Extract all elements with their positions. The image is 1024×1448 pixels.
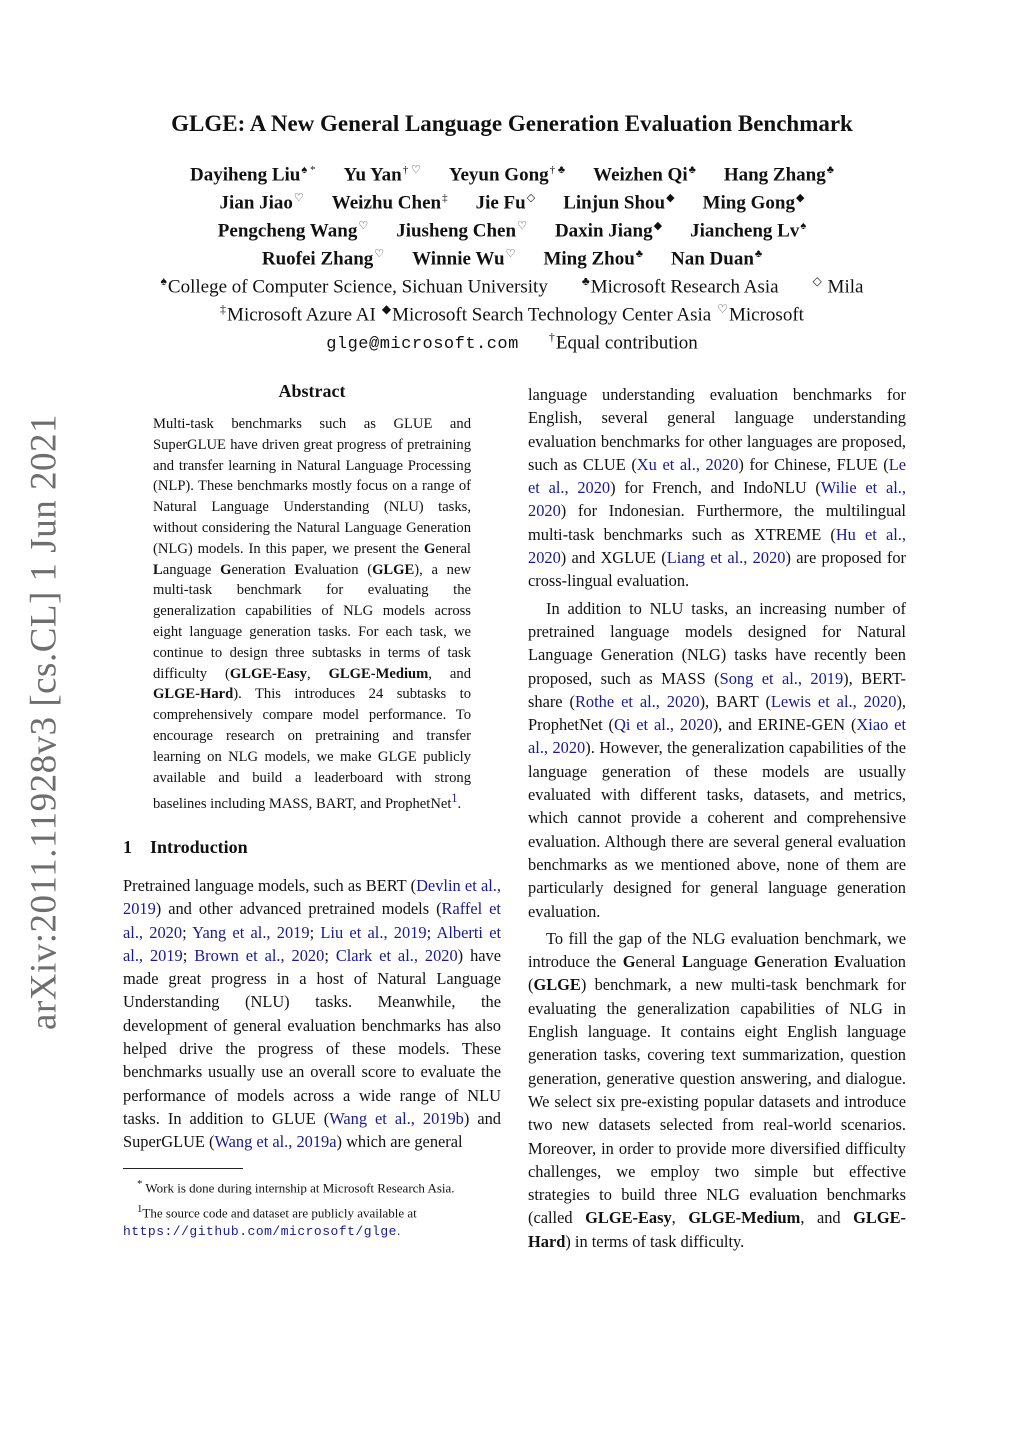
citation-link[interactable]: Brown et al., 2020	[194, 945, 325, 965]
intro-paragraph: To fill the gap of the NLG evaluation benchmark, we introduce the General Language Generation Evaluation (GLGE) benchmark, a new multi-task benchmark for evaluating the generalization capabilities of NLG in English language. It contains eight English language generation tasks, covering text summarization, question generation, generative question answering, and dialogue. We select six pre-existing popular datasets and introduce two new datasets selected from real-world scenarios. Moreover, in order to provide more diversified difficulty challenges, we employ two simple but effective strategies to build three NLG evaluation benchmarks (called GLGE-Easy, GLGE-Medium, and GLGE-Hard) in terms of task difficulty.	[528, 928, 906, 1251]
arxiv-identifier: arXiv:2011.11928v3 [cs.CL] 1 Jun 2021	[23, 414, 65, 1030]
author: Nan Duan♣	[671, 247, 763, 269]
equal-contribution-note: †Equal contribution	[548, 329, 698, 353]
author: Pengcheng Wang♡	[217, 219, 369, 241]
author-line	[0, 214, 1024, 242]
citation-link[interactable]: Alberti et al., 2019	[123, 922, 502, 965]
abstract-heading: Abstract	[278, 381, 346, 401]
intro-paragraph: Pretrained language models, such as BERT (Devlin et al., 2019) and other advanced pretrained models (Raffel et al., 2020; Yang et al., 2019; Liu et al., 2019; Alberti et al., 2019; Brown et al., 2020; Clark et al., 2020) have made great progress in a host of Natural Language Understanding (NLU) tasks. Meanwhile, the development of general evaluation benchmarks has also helped drive the progress of these models. These benchmarks usually use an overall score to evaluate the performance of models across a wide range of NLU tasks. In addition to GLUE (Wang et al., 2019b) and SuperGLUE (Wang et al., 2019a) which are general	[123, 876, 502, 1152]
citation-link[interactable]: Lewis et al., 2020	[770, 691, 897, 711]
author: Yu Yan† ♡	[343, 163, 421, 185]
contact-email[interactable]: glge@microsoft.com	[326, 335, 519, 354]
citation-link[interactable]: Wang et al., 2019b	[329, 1108, 464, 1128]
footnote-internship: * Work is done during internship at Microsoft Research Asia.	[137, 1177, 455, 1195]
author: Ruofei Zhang♡	[261, 247, 385, 269]
intro-paragraph: In addition to NLU tasks, an increasing number of pretrained language models designed for Natural Language Generation (NLG) tasks have recently been proposed, such as MASS (Song et al., 2019), BERT-share (Rothe et al., 2020), BART (Lewis et al., 2020), ProphetNet (Qi et al., 2020), and ERINE-GEN (Xiao et al., 2020). However, the generalization capabilities of the language generation of these models are usually evaluated with different tasks, datasets, and metrics, which cannot provide a coherent and comprehensive evaluation. Although there are several general evaluation benchmarks as we mentioned above, none of them are particularly designed for general language generation evaluation.	[528, 598, 907, 921]
affiliation: ♡Microsoft	[717, 301, 804, 325]
author-list	[0, 158, 1024, 270]
affiliation-line	[0, 298, 1024, 326]
affiliation: ◆Microsoft Search Technology Center Asia	[381, 301, 712, 325]
author: Jiancheng Lv♠	[690, 219, 807, 241]
citation-link[interactable]: Wilie et al., 2020	[528, 478, 906, 521]
contact-line	[0, 326, 1024, 354]
citation-link[interactable]: Rothe et al., 2020	[574, 691, 700, 711]
citation-link[interactable]: Song et al., 2019	[719, 668, 844, 688]
citation-link[interactable]: Wang et al., 2019a	[214, 1132, 337, 1152]
footnote-divider	[123, 1168, 243, 1169]
author: Weizhu Chen‡	[331, 191, 448, 213]
author-line	[0, 158, 1024, 186]
intro-paragraph: language understanding evaluation benchmarks for English, several general language understanding evaluation benchmarks for other languages are proposed, such as CLUE (Xu et al., 2020) for Chinese, FLUE (Le et al., 2020) for French, and IndoNLU (Wilie et al., 2020) for Indonesian. Furthermore, the multilingual multi-task benchmarks such as XTREME (Hu et al., 2020) and XGLUE (Liang et al., 2020) are proposed for cross-lingual evaluation.	[528, 385, 906, 591]
affiliation: ◇ Mila	[812, 273, 864, 297]
citation-link[interactable]: Clark et al., 2020	[335, 945, 458, 965]
author: Jie Fu◇	[475, 191, 536, 213]
affiliation: ♣Microsoft Research Asia	[581, 273, 779, 297]
author: Hang Zhang♣	[723, 163, 834, 185]
author: Daxin Jiang◆	[554, 219, 663, 241]
citation-link[interactable]: Devlin et al., 2019	[123, 876, 501, 919]
author: Ming Gong◆	[702, 191, 805, 213]
author: Weizhen Qi♣	[593, 163, 696, 185]
footnote-ref[interactable]: 1	[451, 791, 458, 806]
citation-link[interactable]: Xiao et al., 2020	[528, 715, 906, 758]
paper-title: GLGE: A New General Language Generation Evaluation Benchmark	[171, 111, 853, 136]
citation-link[interactable]: Liu et al., 2019	[320, 922, 427, 942]
affiliation: ♠College of Computer Science, Sichuan University	[160, 273, 548, 297]
author: Jiusheng Chen♡	[396, 219, 527, 241]
author: Ming Zhou♣	[543, 247, 643, 269]
citation-link[interactable]: Qi et al., 2020	[614, 715, 713, 735]
section-heading-introduction: 1 Introduction	[123, 837, 248, 857]
citation-link[interactable]: Le et al., 2020	[528, 454, 906, 498]
author-line	[0, 186, 1024, 214]
affiliation: ‡Microsoft Azure AI	[220, 301, 376, 325]
affiliation-line	[0, 270, 1024, 298]
right-column	[528, 383, 906, 1253]
author: Dayiheng Liu♠ *	[190, 163, 316, 185]
citation-link[interactable]: Yang et al., 2019	[192, 922, 310, 942]
citation-link[interactable]: Raffel et al., 2020	[123, 899, 501, 942]
citation-link[interactable]: Xu et al., 2020	[636, 454, 739, 474]
footnote-source-code: $^1$The source code and dataset are publicly available at https://github.com/microsoft/glge.	[123, 1202, 417, 1240]
author: Linjun Shou◆	[563, 191, 675, 213]
github-link[interactable]: https://github.com/microsoft/glge	[123, 1224, 397, 1240]
citation-link[interactable]: Liang et al., 2020	[666, 548, 786, 568]
abstract-body: Multi-task benchmarks such as GLUE and SuperGLUE have driven great progress of pretraining and transfer learning in Natural Language Processing (NLP). These benchmarks mostly focus on a range of Natural Language Understanding (NLU) tasks, without considering the Natural Language Generation (NLG) models. In this paper, we present the General Language Generation Evaluation (GLGE), a new multi-task benchmark for evaluating the generalization capabilities of NLG models across eight language generation tasks. For each task, we continue to design three subtasks in terms of task difficulty (GLGE-Easy, GLGE-Medium, and GLGE-Hard). This introduces 24 subtasks to comprehensively compare model performance. To encourage research on pretraining and transfer learning on NLG models, we make GLGE publicly available and build a leaderboard with strong baselines including MASS, BART, and ProphetNet$^1$.	[153, 416, 471, 813]
author: Yeyun Gong† ♣	[448, 163, 566, 185]
author: Winnie Wu♡	[412, 247, 516, 269]
author-line	[0, 242, 1024, 270]
citation-link[interactable]: Hu et al., 2020	[528, 524, 906, 568]
author: Jian Jiao♡	[219, 191, 304, 213]
affiliations	[0, 270, 1024, 354]
left-column	[123, 381, 501, 1244]
